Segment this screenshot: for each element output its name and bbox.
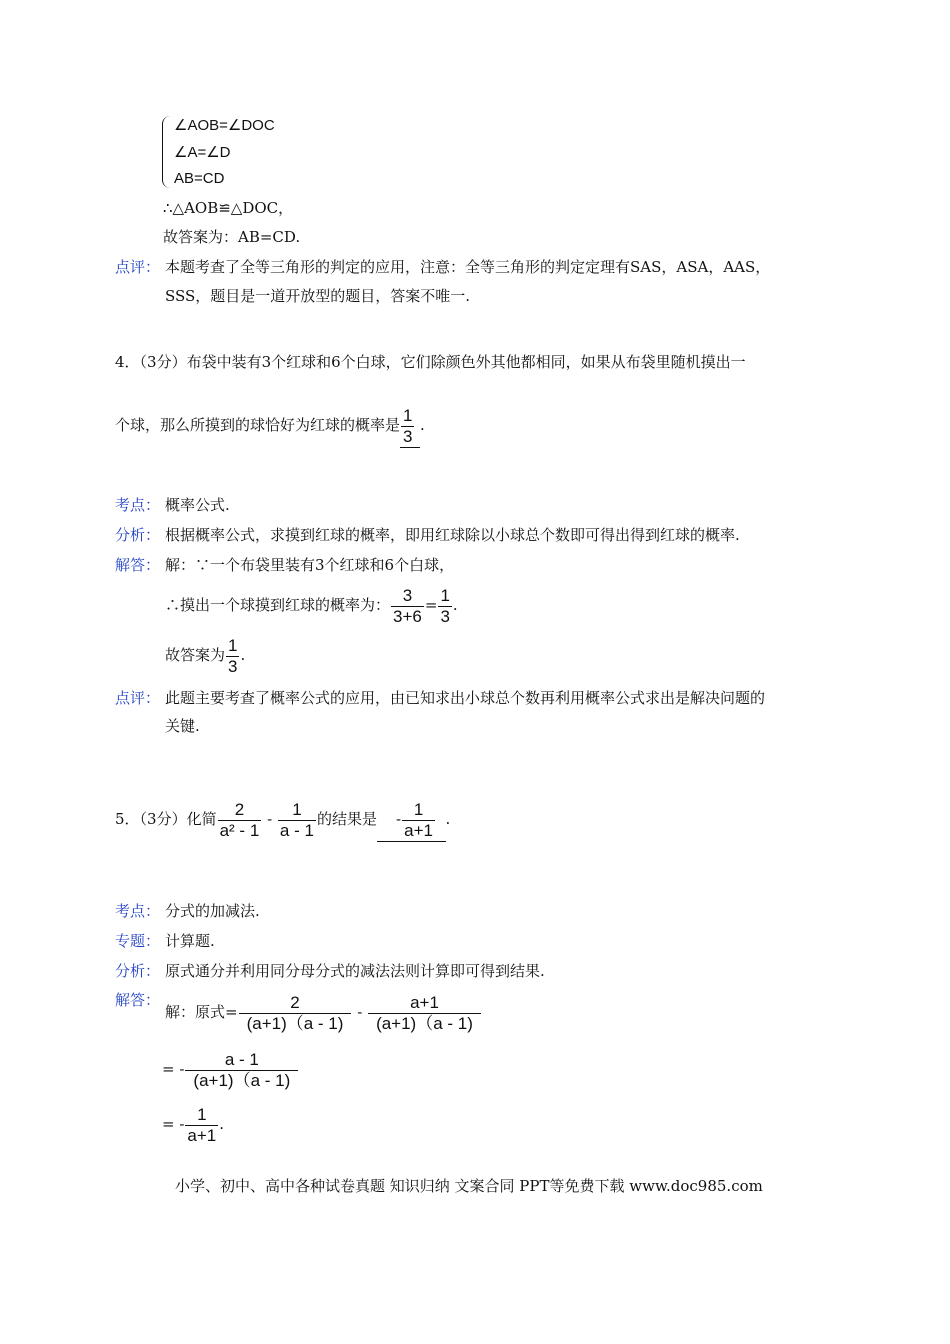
question-5-stem: 5．（3分）化简 $\frac{2}{\text{a² - 1}}$ - $\frac{1}{a - 1}$ 的结果是 - $\frac{1}{a+1}$ . xyxy=(115,797,450,842)
jieda-step: = - $\frac{a - 1}{(a+1)(a - 1)}$ xyxy=(162,1047,299,1091)
conclusion: ∴△AOB≌△DOC， xyxy=(163,199,294,217)
fenxi-text: 根据概率公式，求摸到红球的概率，即用红球除以小球总个数即可得出得到红球的概率. xyxy=(165,526,740,544)
system-line: AB=CD xyxy=(174,170,225,187)
footer: 小学、初中、高中各种试卷真题 知识归纳 文案合同 PPT等免费下载 www.doc985.com xyxy=(175,1177,763,1195)
jieda-label: 解答： xyxy=(115,556,161,574)
fenxi-text: 原式通分并利用同分母分式的减法法则计算即可得到结果. xyxy=(165,962,545,980)
dianping-text: 此题主要考查了概率公式的应用，由已知求出小球总个数再利用概率公式求出是解决问题的 xyxy=(165,689,766,707)
fraction: $\frac{a - 1}{(a+1)(a - 1)}$ xyxy=(185,1050,298,1091)
jieda-label: 解答： xyxy=(115,991,161,1009)
fraction: $\frac{1}{3}$ xyxy=(403,405,413,446)
dianping-text: 关键. xyxy=(165,717,200,735)
fraction: $\frac{a+1}{(a+1)(a - 1)}$ xyxy=(368,993,481,1034)
answer-blank xyxy=(400,405,420,448)
zhuanti-label: 专题： xyxy=(115,932,161,950)
fraction: $\frac{1}{a - 1}$ xyxy=(279,799,314,840)
fenxi-label: 分析： xyxy=(115,962,161,980)
brace xyxy=(162,116,171,188)
zhuanti-text: 计算题. xyxy=(165,932,215,950)
comment-text: 本题考查了全等三角形的判定的应用，注意：全等三角形的判定定理有SAS，ASA，AAS， xyxy=(165,258,771,276)
system-line: ∠A=∠D xyxy=(174,144,231,161)
comment-label: 点评： xyxy=(115,258,161,276)
jieda-step: = - $\frac{1}{a+1}$ . xyxy=(162,1104,225,1145)
fraction: $\frac{2}{\text{a² - 1}}$ xyxy=(219,799,260,840)
question-4-stem: 4．（3分）布袋中装有3个红球和6个白球，它们除颜色外其他都相同，如果从布袋里随机摸出一 xyxy=(115,353,746,371)
dianping-label: 点评： xyxy=(115,689,161,707)
system-line: ∠AOB=∠DOC xyxy=(174,117,275,134)
fraction: $\frac{3}{3+6}$ xyxy=(393,585,422,626)
fenxi-label: 分析： xyxy=(115,526,161,544)
fraction: $\frac{1}{3}$ xyxy=(228,635,238,676)
fraction: $\frac{2}{(a+1)(a - 1)}$ xyxy=(239,993,352,1034)
stem-text: 个球，那么所摸到的球恰好为红球的概率是 xyxy=(115,416,401,434)
jieda-text: 解：∵一个布袋里装有3个红球和6个白球， xyxy=(165,556,455,574)
fraction: $\frac{1}{a+1}$ xyxy=(187,1104,217,1145)
answer-line: 故答案为：AB=CD. xyxy=(163,228,301,246)
fraction: $\frac{1}{3}$ xyxy=(440,585,450,626)
question-4-stem-2: 个球，那么所摸到的球恰好为红球的概率是 $\frac{1}{3}$ . xyxy=(115,405,425,446)
kaodian-text: 分式的加减法. xyxy=(165,902,260,920)
fraction: $\frac{1}{a+1}$ xyxy=(404,799,433,840)
comment-text: SSS，题目是一道开放型的题目，答案不唯一. xyxy=(165,287,471,305)
jieda-step: 解：原式= $\frac{2}{(a+1)(a - 1)}$ - $\frac{a+1}{(a+1)(a - 1)}$ xyxy=(165,990,482,1034)
answer-blank: - $\frac{1}{a+1}$ xyxy=(377,797,446,842)
kaodian-text: 概率公式. xyxy=(165,496,230,514)
kaodian-label: 考点： xyxy=(115,902,161,920)
jieda-step: ∴摸出一个球摸到红球的概率为： $\frac{3}{3+6}$ = $\frac{1}{3}$ . xyxy=(165,585,458,626)
jieda-answer: 故答案为 $\frac{1}{3}$ . xyxy=(165,635,246,676)
kaodian-label: 考点： xyxy=(115,496,161,514)
